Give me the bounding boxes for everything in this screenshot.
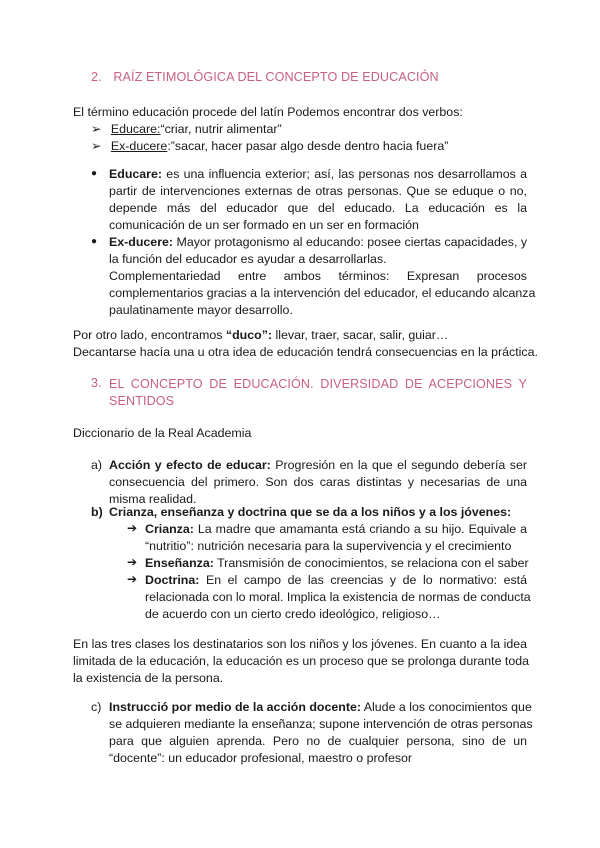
summary-paragraph xyxy=(73,636,530,687)
item-line: Instrucció por medio de la acción docente: Alude a los conocimientos que xyxy=(109,700,532,714)
section-3-title: EL CONCEPTO DE EDUCACIÓN. DIVERSIDAD DE ACEPCIONES Y SENTIDOS xyxy=(109,377,527,408)
arrow-right-icon: ➔ xyxy=(127,555,138,569)
summary-line: En las tres clases los destinatarios son los niños y los jóvenes. En cuanto a la idea xyxy=(73,637,527,651)
definition-line: paulatinamente mayor desarrollo. xyxy=(109,303,293,317)
verb-meaning: “criar, nutrir alimentar” xyxy=(160,122,282,136)
verb-term: Ex-ducere xyxy=(110,139,168,153)
item-marker: a) xyxy=(91,458,103,472)
sub-item-term: Enseñanza: xyxy=(145,556,214,570)
sub-item-line: Crianza: La madre que amamanta está criando a su hijo. Equivale a xyxy=(145,522,527,536)
sub-item-line: relacionada con lo moral. Implica la existencia de normas de conducta xyxy=(145,590,531,604)
verb-term: Educare: xyxy=(110,122,161,136)
arrow-bullet-icon: ➢ xyxy=(91,139,102,153)
etymology-intro: El término educación procede del latín Podemos encontrar dos verbos: xyxy=(73,105,463,119)
bullet-icon: ● xyxy=(91,236,98,247)
item-line: “docente”: un educador profesional, maestro o profesor xyxy=(109,751,413,765)
verb-educare xyxy=(91,121,282,138)
arrow-bullet-icon: ➢ xyxy=(91,122,102,136)
duco-paragraph: Por otro lado, encontramos “duco”: llevar, traer, sacar, salir, guiar… xyxy=(73,328,449,342)
sub-item-line: Doctrina: En el campo de las creencias y de lo normativo: está xyxy=(145,573,527,587)
definition-line: complementarios gracias a la intervención del educador, el educando alcanza xyxy=(109,286,536,300)
definition-term: Educare: xyxy=(109,167,163,181)
section-2-heading xyxy=(91,70,439,84)
item-marker: c) xyxy=(91,700,102,714)
arrow-right-icon: ➔ xyxy=(127,572,138,586)
summary-line: la existencia de la persona. xyxy=(73,671,224,685)
educare-definition xyxy=(109,166,527,234)
dictionary-label: Diccionario de la Real Academia xyxy=(73,426,252,440)
bullet-icon: ● xyxy=(91,168,98,179)
item-line: misma realidad. xyxy=(109,492,197,506)
item-a xyxy=(109,457,527,508)
sub-item-doctrina xyxy=(145,572,531,623)
section-2-title: RAÍZ ETIMOLÓGICA DEL CONCEPTO DE EDUCACIÓN xyxy=(113,70,439,84)
duco-term: “duco”: xyxy=(225,328,273,342)
exducere-definition xyxy=(109,234,536,319)
sub-item-term: Doctrina: xyxy=(145,573,200,587)
definition-line: Complementariedad entre ambos términos: Expresan procesos xyxy=(109,269,527,283)
item-marker: b) xyxy=(91,505,103,519)
item-term: Acción y efecto de educar: xyxy=(109,458,271,472)
definition-term: Ex-ducere: xyxy=(109,235,174,249)
item-b-term: Crianza, enseñanza y doctrina que se da a los niños y a los jóvenes: xyxy=(109,505,512,519)
item-line: se adquieren mediante la enseñanza; supone intervención de otras personas xyxy=(109,717,533,731)
sub-item-term: Crianza: xyxy=(145,522,194,536)
definition-line: comunicación de un ser formado en un ser en formación xyxy=(109,218,419,232)
definition-line: la función del educador es ayudar a desarrollarlas. xyxy=(109,252,387,266)
section-3-number: 3. xyxy=(91,376,102,390)
item-term: Instrucció por medio de la acción docente: xyxy=(109,700,361,714)
verb-meaning: :”sacar, hacer pasar algo desde dentro hacia fuera” xyxy=(167,139,449,153)
sub-item-line: “nutritio”: nutrición necesaria para la supervivencia y el crecimiento xyxy=(145,539,512,553)
verb-exducere xyxy=(91,138,448,155)
item-line: Acción y efecto de educar: Progresión en la que el segundo debería ser xyxy=(109,458,527,472)
definition-line: depende más del educador que del educado. La educación es la xyxy=(109,201,527,215)
summary-line: limitada de la educación, la educación es un proceso que se prolonga durante toda xyxy=(73,654,530,668)
sub-item-line: Enseñanza: Transmisión de conocimientos, se relaciona con el saber xyxy=(145,556,529,570)
sub-item-line: de acuerdo con un cierto credo ideológico, religioso… xyxy=(145,607,441,621)
definition-line: Educare: es una influencia exterior; así, las personas nos desarrollamos a xyxy=(109,167,527,181)
decantarse-paragraph: Decantarse hacía una u otra idea de educación tendrá consecuencias en la práctica. xyxy=(73,345,538,359)
sub-item-crianza xyxy=(145,521,527,555)
sub-item-ensenanza xyxy=(145,555,527,572)
definition-line: Ex-ducere: Mayor protagonismo al educando: posee ciertas capacidades, y xyxy=(109,235,528,249)
item-line: para que alguien aprenda. Pero no de cualquier persona, sino de un xyxy=(109,734,527,748)
item-c xyxy=(109,699,533,767)
section-2-number: 2. xyxy=(91,70,102,84)
arrow-right-icon: ➔ xyxy=(127,521,138,535)
item-line: consecuencia del primero. Son dos caras distintas y necesarias de una xyxy=(109,475,527,489)
definition-line: partir de intervenciones externas de otras personas. Que se eduque o no, xyxy=(109,184,527,198)
